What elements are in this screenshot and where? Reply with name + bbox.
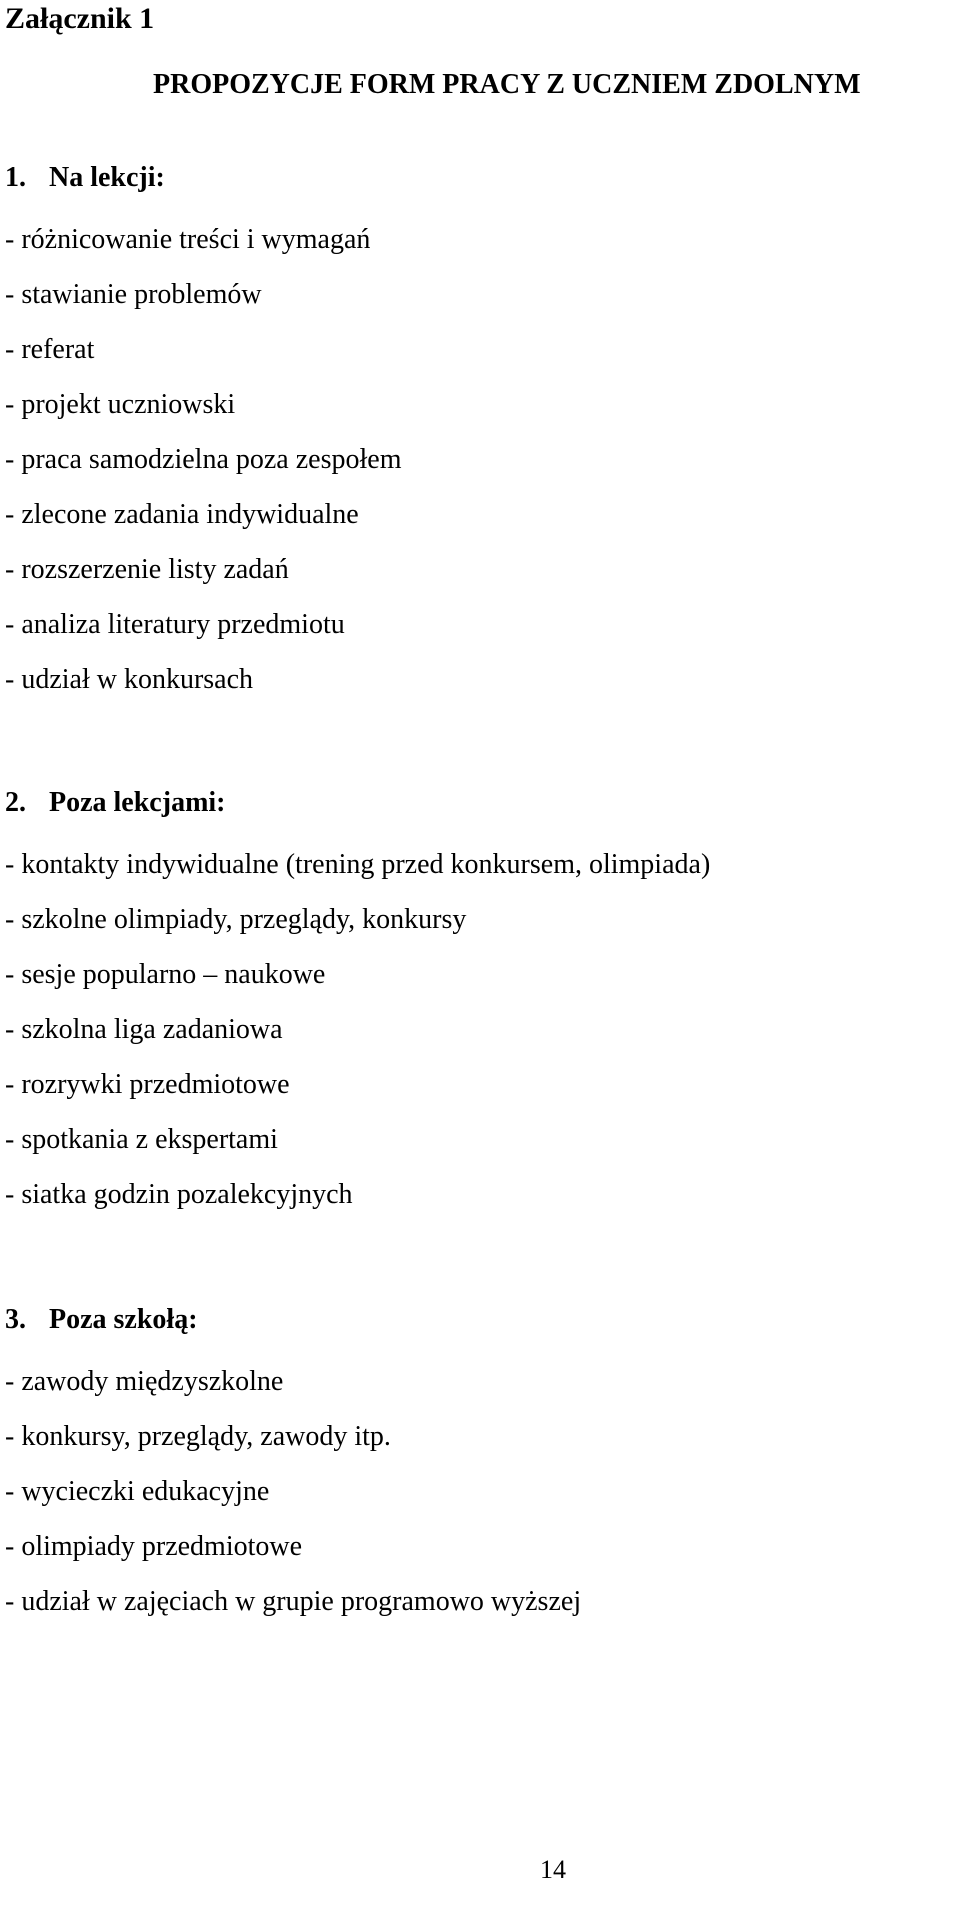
- list-item: - referat: [5, 334, 95, 365]
- list-item: - różnicowanie treści i wymagań: [5, 224, 371, 255]
- list-item: - sesje popularno – naukowe: [5, 959, 326, 990]
- page-number: 14: [540, 1855, 566, 1884]
- list-item: - wycieczki edukacyjne: [5, 1476, 270, 1507]
- section-items: [5, 837, 945, 1222]
- list-item: - kontakty indywidualne (trening przed konkursem, olimpiada): [5, 849, 711, 880]
- list-item: - zawody międzyszkolne: [5, 1366, 284, 1397]
- list-item: - szkolne olimpiady, przeglądy, konkursy: [5, 904, 467, 935]
- section-items: [5, 1354, 945, 1629]
- section-title: Poza lekcjami:: [49, 787, 226, 818]
- section-heading: [5, 160, 945, 212]
- list-item: - olimpiady przedmiotowe: [5, 1531, 303, 1562]
- section-poza-lekcjami: [5, 785, 945, 1222]
- list-item: - projekt uczniowski: [5, 389, 236, 420]
- list-item: - rozszerzenie listy zadań: [5, 554, 289, 585]
- list-item: - analiza literatury przedmiotu: [5, 609, 345, 640]
- section-poza-szkola: [5, 1302, 945, 1629]
- section-items: [5, 212, 945, 707]
- list-item: - szkolna liga zadaniowa: [5, 1014, 283, 1045]
- list-item: - konkursy, przeglądy, zawody itp.: [5, 1421, 391, 1452]
- section-title: Na lekcji:: [49, 162, 165, 193]
- annex-label: Załącznik 1: [5, 2, 155, 35]
- list-item: - siatka godzin pozalekcyjnych: [5, 1179, 353, 1210]
- section-title: Poza szkołą:: [49, 1304, 198, 1335]
- section-number: 3.: [5, 1304, 26, 1335]
- section-number: 2.: [5, 787, 26, 818]
- list-item: - spotkania z ekspertami: [5, 1124, 278, 1155]
- list-item: - rozrywki przedmiotowe: [5, 1069, 290, 1100]
- list-item: - udział w zajęciach w grupie programowo wyższej: [5, 1586, 582, 1617]
- document-title: PROPOZYCJE FORM PRACY Z UCZNIEM ZDOLNYM: [153, 69, 861, 100]
- section-number: 1.: [5, 162, 26, 193]
- list-item: - zlecone zadania indywidualne: [5, 499, 359, 530]
- list-item: - stawianie problemów: [5, 279, 262, 310]
- list-item: - udział w konkursach: [5, 664, 254, 695]
- section-heading: [5, 785, 945, 837]
- list-item: - praca samodzielna poza zespołem: [5, 444, 402, 475]
- section-heading: [5, 1302, 945, 1354]
- section-na-lekcji: [5, 160, 945, 707]
